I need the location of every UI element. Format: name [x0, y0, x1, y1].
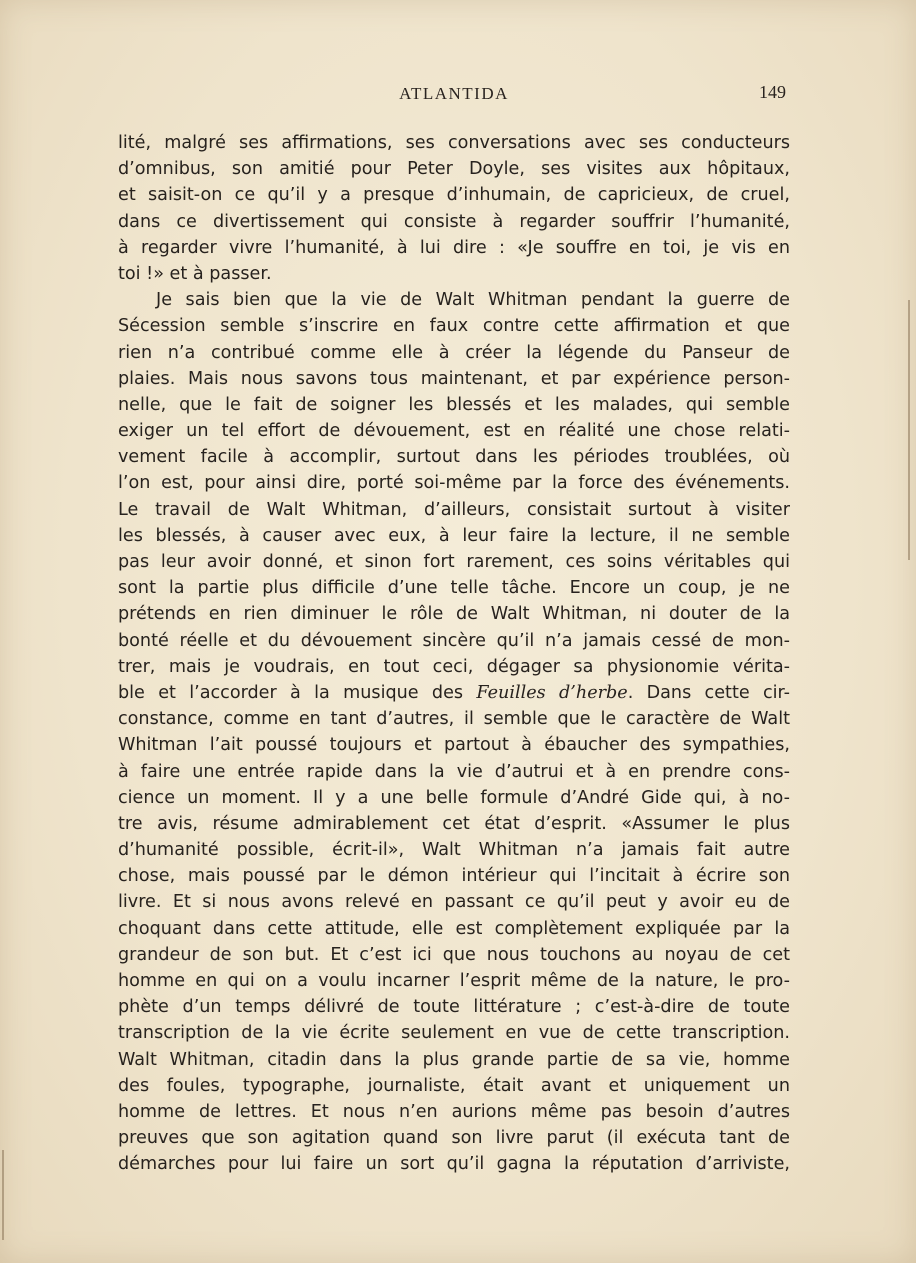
text-line: bonté réelle et du dévouement sincère qu’il n’a jamais cessé de mon-	[118, 630, 790, 651]
text-line: toi !» et à passer.	[118, 263, 272, 284]
text-line: homme de lettres. Et nous n’en aurions même pas besoin d’autres	[118, 1101, 790, 1122]
page-header	[118, 82, 790, 106]
text-line: et saisit-on ce qu’il y a presque d’inhumain, de capricieux, de cruel,	[118, 185, 790, 206]
page-edge-mark	[908, 300, 910, 560]
text-line: prétends en rien diminuer le rôle de Walt Whitman, ni douter de la	[118, 604, 790, 625]
text-line: cience un moment. Il y a une belle formule d’André Gide qui, à no-	[118, 787, 790, 808]
text-line: vement facile à accomplir, surtout dans les périodes troublées, où	[118, 447, 790, 468]
text-line: les blessés, à causer avec eux, à leur faire la lecture, il ne semble	[118, 525, 790, 546]
text-line: des foules, typographe, journaliste, était avant et uniquement un	[118, 1075, 790, 1096]
text-line: exiger un tel effort de dévouement, est en réalité une chose relati-	[118, 421, 790, 442]
text-line: choquant dans cette attitude, elle est complètement expliquée par la	[118, 918, 790, 939]
text-line: Le travail de Walt Whitman, d’ailleurs, consistait surtout à visiter	[118, 499, 790, 520]
text-line: grandeur de son but. Et c’est ici que nous touchons au noyau de cet	[118, 944, 790, 965]
text-line: l’on est, pour ainsi dire, porté soi-même par la force des événements.	[118, 473, 790, 494]
body-text	[118, 130, 790, 1178]
text-line: tre avis, résume admirablement cet état d’esprit. «Assumer le plus	[118, 813, 790, 834]
text-line: démarches pour lui faire un sort qu’il gagna la réputation d’arriviste,	[118, 1154, 790, 1175]
text-line: livre. Et si nous avons relevé en passant ce qu’il peut y avoir eu de	[118, 892, 790, 913]
text-line: chose, mais poussé par le démon intérieur qui l’incitait à écrire son	[118, 866, 790, 887]
text-line: homme en qui on a voulu incarner l’esprit même de la nature, le pro-	[118, 971, 790, 991]
text-line: nelle, que le fait de soigner les blessés et les malades, qui semble	[118, 394, 790, 415]
text-line: Whitman l’ait poussé toujours et partout à ébaucher des sympathies,	[118, 735, 790, 756]
running-title: ATLANTIDA	[399, 84, 509, 103]
text-line: sont la partie plus difficile d’une telle tâche. Encore un coup, je ne	[118, 578, 790, 599]
text-line: trer, mais je voudrais, en tout ceci, dégager sa physionomie vérita-	[118, 656, 790, 677]
text-line: Walt Whitman, citadin dans la plus grande partie de sa vie, homme	[118, 1049, 790, 1070]
page-number: 149	[759, 82, 786, 102]
text-line: dans ce divertissement qui consiste à regarder souffrir l’humanité,	[118, 211, 790, 232]
text-line: lité, malgré ses affirmations, ses conversations avec ses conducteurs	[118, 133, 790, 153]
text-line: pas leur avoir donné, et sinon fort rarement, ces soins véritables qui	[118, 552, 790, 572]
text-line-with-title	[118, 680, 790, 706]
text-line: à faire une entrée rapide dans la vie d’autrui et à en prendre cons-	[118, 761, 790, 782]
text-line: d’omnibus, son amitié pour Peter Doyle, ses visites aux hôpitaux,	[118, 159, 790, 180]
line-end: . Dans cette cir-	[627, 682, 791, 703]
text-line: phète d’un temps délivré de toute littérature ; c’est-à-dire de toute	[118, 997, 790, 1018]
text-line: constance, comme en tant d’autres, il semble que le caractère de Walt	[118, 709, 790, 730]
text-line: d’humanité possible, écrit-il», Walt Whitman n’a jamais fait autre	[118, 840, 790, 861]
page-edge-mark	[2, 1150, 4, 1240]
book-title: Feuilles d’herbe	[476, 682, 628, 703]
text-line: preuves que son agitation quand son livre parut (il exécuta tant de	[118, 1128, 790, 1149]
text-line: Sécession semble s’inscrire en faux contre cette affirmation et que	[118, 316, 790, 337]
text-line: transcription de la vie écrite seulement en vue de cette transcription.	[118, 1023, 790, 1044]
line-start: ble et l’accorder à la musique des	[118, 682, 477, 703]
text-line: rien n’a contribué comme elle à créer la légende du Panseur de	[118, 342, 790, 363]
text-line: à regarder vivre l’humanité, à lui dire : «Je souffre en toi, je vis en	[118, 237, 790, 258]
text-line: Je sais bien que la vie de Walt Whitman pendant la guerre de	[156, 290, 790, 311]
text-line: plaies. Mais nous savons tous maintenant, et par expérience person-	[118, 368, 790, 389]
